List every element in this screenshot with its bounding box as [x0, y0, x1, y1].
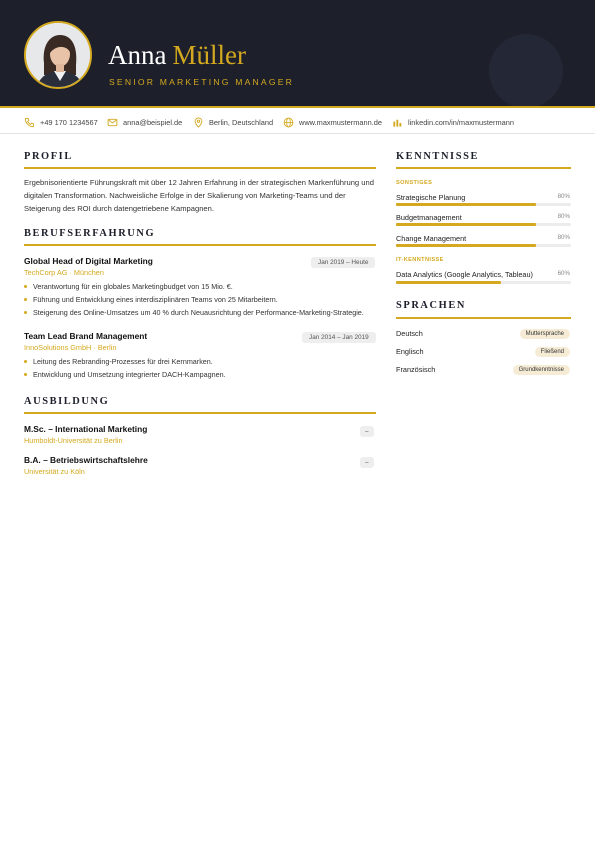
- header-accent-line: [0, 106, 595, 108]
- education-divider: [24, 412, 376, 414]
- bullet-dot: [24, 311, 27, 314]
- job-bullet: [24, 357, 376, 367]
- contact-email[interactable]: [107, 116, 182, 128]
- job-dates: Jan 2014 – Jan 2019: [302, 332, 376, 343]
- mail-icon: [107, 117, 118, 128]
- skill-bar-fill: [396, 244, 536, 247]
- language-name: Französisch: [396, 365, 436, 374]
- skill-bar: [396, 244, 571, 247]
- education-degree: B.A. – Betriebswirtschaftslehre: [24, 455, 148, 465]
- skill-percent: 80%: [557, 234, 570, 241]
- bullet-dot: [24, 373, 27, 376]
- profile-section-title: PROFIL: [24, 151, 73, 162]
- skill-bar: [396, 203, 571, 206]
- skill-bar-fill: [396, 281, 501, 284]
- contact-bar: [0, 109, 595, 134]
- location-pin-icon: [193, 117, 204, 128]
- skill-group-label: IT-KENNTNISSE: [396, 257, 444, 263]
- skill-percent: 80%: [557, 213, 570, 220]
- linkedin-text[interactable]: linkedin.com/in/maxmustermann: [408, 117, 514, 127]
- education-school: Universität zu Köln: [24, 467, 85, 476]
- skill-name: Strategische Planung: [396, 193, 466, 202]
- bullet-dot: [24, 298, 27, 301]
- language-level-badge: Muttersprache: [520, 329, 570, 339]
- skill-name: Budgetmanagement: [396, 213, 462, 222]
- contact-phone: [24, 116, 98, 128]
- skill-name: Change Management: [396, 234, 467, 243]
- globe-icon: [283, 117, 294, 128]
- language-level-badge: Fließend: [535, 347, 570, 357]
- education-degree: M.Sc. – International Marketing: [24, 424, 148, 434]
- job-bullet: [24, 295, 376, 305]
- experience-section-title: BERUFSERFAHRUNG: [24, 228, 156, 239]
- job-bullet-text: Steigerung des Online-Umsatzes um 40 % durch Neuausrichtung der Performance-Marketing-Strategie.: [33, 308, 364, 317]
- job-bullet: [24, 282, 376, 292]
- language-level-badge: Grundkenntnisse: [513, 365, 570, 375]
- education-section-title: AUSBILDUNG: [24, 396, 110, 407]
- skills-divider: [396, 167, 571, 169]
- linkedin-icon: [392, 117, 403, 128]
- contact-location: [193, 116, 273, 128]
- skill-bar: [396, 281, 571, 284]
- first-name: Anna: [108, 40, 167, 70]
- header-banner: [0, 0, 595, 108]
- skill-bar-fill: [396, 223, 536, 226]
- skill-percent: 60%: [557, 270, 570, 277]
- profile-photo: [24, 21, 92, 89]
- header-decoration: [489, 34, 563, 108]
- job-dates: Jan 2019 – Heute: [311, 257, 375, 268]
- language-name: Englisch: [396, 347, 424, 356]
- profile-divider: [24, 167, 376, 169]
- email-text[interactable]: anna@beispiel.de: [123, 117, 183, 127]
- job-bullet-text: Leitung des Rebranding-Prozesses für drei Kernmarken.: [33, 357, 213, 366]
- profile-summary: Ergebnisorientierte Führungskraft mit über 12 Jahren Erfahrung in der strategischen Markenführung und digitalen Transformation. Nachweisliche Erfolge in der Skalierung von Marketing-Teams und der Steigerung des ROI durch datengetriebene Kampagnen.: [24, 178, 374, 213]
- languages-section-title: SPRACHEN: [396, 300, 466, 311]
- job-bullet-text: Führung und Entwicklung eines interdisziplinären Teams von 25 Mitarbeitern.: [33, 295, 278, 304]
- language-name: Deutsch: [396, 329, 423, 338]
- contact-website[interactable]: [283, 116, 382, 128]
- skill-bar: [396, 223, 571, 226]
- job-bullet-text: Verantwortung für ein globales Marketingbudget von 15 Mio. €.: [33, 282, 233, 291]
- job-title: Global Head of Digital Marketing: [24, 256, 153, 266]
- skill-name: Data Analytics (Google Analytics, Tableau): [396, 270, 533, 279]
- candidate-job-title: SENIOR MARKETING MANAGER: [109, 77, 295, 87]
- education-school: Humboldt-Universität zu Berlin: [24, 436, 123, 445]
- bullet-dot: [24, 285, 27, 288]
- phone-text: +49 170 1234567: [40, 117, 98, 127]
- website-text[interactable]: www.maxmustermann.de: [299, 117, 382, 127]
- education-dates: –: [360, 426, 374, 437]
- job-bullet: [24, 308, 376, 318]
- job-bullet-text: Entwicklung und Umsetzung integrierter DACH-Kampagnen.: [33, 370, 226, 379]
- skills-section-title: KENNTNISSE: [396, 151, 479, 162]
- job-company: InnoSolutions GmbH · Berlin: [24, 343, 117, 352]
- education-dates: –: [360, 457, 374, 468]
- skill-bar-fill: [396, 203, 536, 206]
- job-bullet: [24, 370, 376, 380]
- job-company: TechCorp AG · München: [24, 268, 104, 277]
- last-name: Müller: [172, 40, 246, 70]
- bullet-dot: [24, 360, 27, 363]
- candidate-name: [108, 40, 246, 70]
- contact-linkedin[interactable]: [392, 116, 514, 128]
- experience-divider: [24, 244, 376, 246]
- skill-group-label: SONSTIGES: [396, 180, 433, 186]
- job-title: Team Lead Brand Management: [24, 331, 148, 341]
- location-text: Berlin, Deutschland: [209, 117, 274, 127]
- languages-divider: [396, 317, 571, 319]
- skill-percent: 80%: [557, 193, 570, 200]
- phone-icon: [24, 117, 35, 128]
